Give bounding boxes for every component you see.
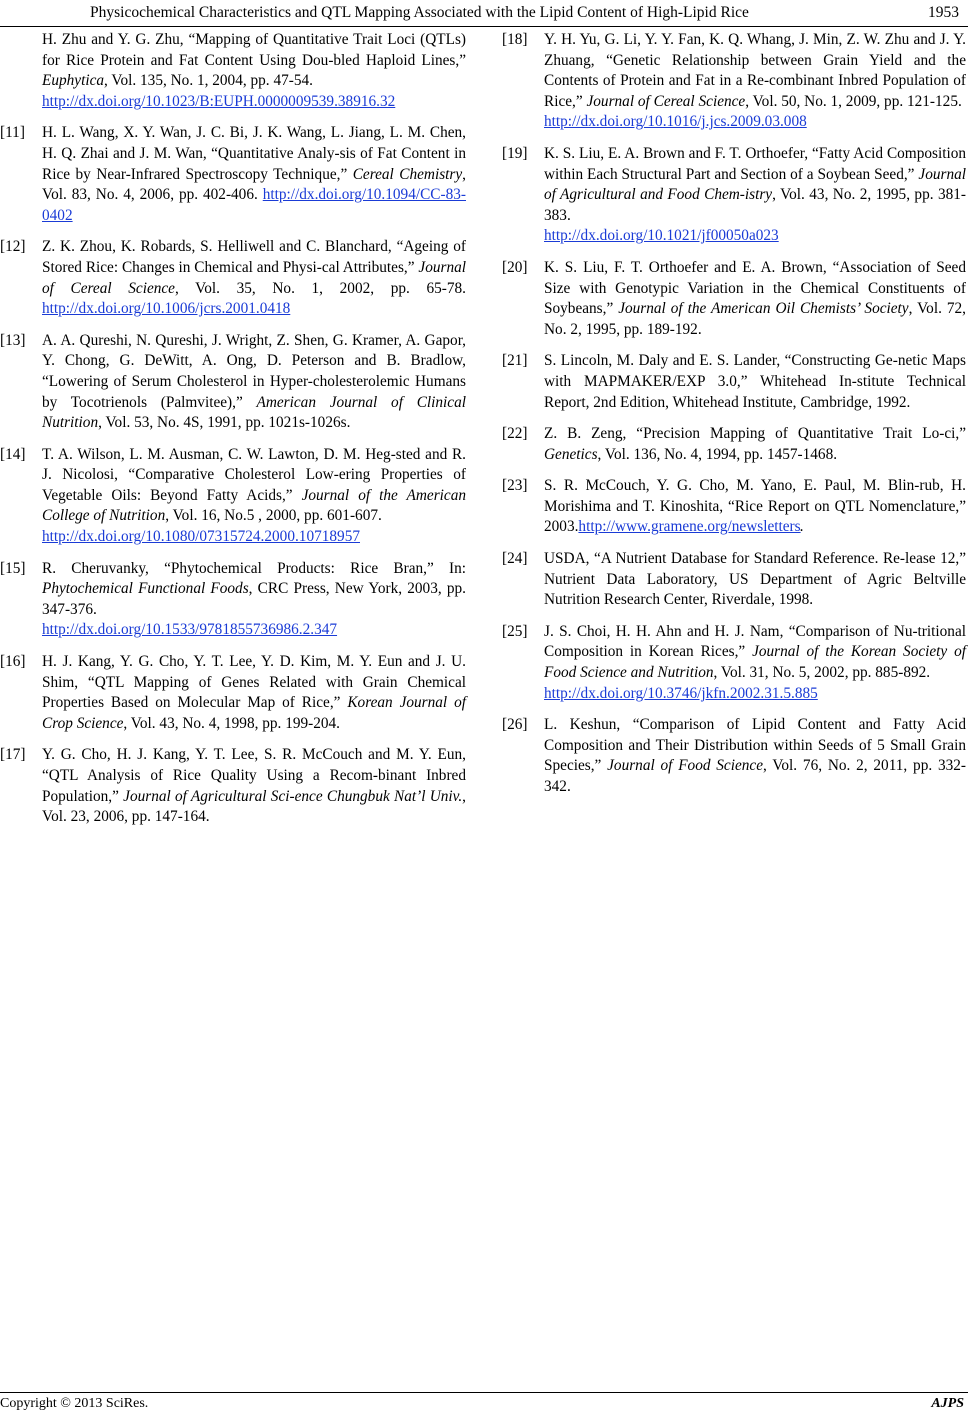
reference-number: [21] bbox=[502, 352, 528, 370]
reference-journal: Journal of Food Science bbox=[607, 757, 763, 775]
reference-details: , Vol. 16, No.5 , 2000, pp. 601-607. bbox=[165, 507, 382, 525]
reference-details: , Vol. 43, No. 4, 1998, pp. 199-204. bbox=[123, 714, 340, 732]
reference-details: , Vol. 76, No. 2, 2011, pp. 332-342. bbox=[544, 757, 966, 795]
doi-link[interactable]: http://dx.doi.org/10.1094/CC-83-0402 bbox=[42, 186, 466, 224]
reference-number: [15] bbox=[0, 559, 26, 577]
reference-number: [19] bbox=[502, 144, 528, 162]
doi-link[interactable]: http://dx.doi.org/10.1533/9781855736986.2.347 bbox=[42, 621, 338, 639]
reference-number: [20] bbox=[502, 258, 528, 276]
link-suffix: . bbox=[799, 518, 804, 536]
doi-link[interactable]: http://dx.doi.org/10.1006/jcrs.2001.0418 bbox=[42, 300, 291, 318]
reference-text: H. Zhu and Y. G. Zhu, “Mapping of Quantitative Trait Loci (QTLs) for Rice Protein and Fat Content Using Dou-bled Haploid Lines,” bbox=[42, 31, 466, 69]
reference-text: H. J. Kang, Y. G. Cho, Y. T. Lee, Y. D. Kim, M. Y. Eun and J. U. Shim, “QTL Mapping of Genes Related with Grain Chemical Properties Based on Molecular Map of Rice,” bbox=[42, 653, 466, 712]
reference-text: K. S. Liu, F. T. Orthoefer and E. A. Brown, “Association of Seed Size with Genotypic Variation in the Chemical Constituents of Soybeans,” bbox=[544, 258, 966, 318]
reference-text: Z. B. Zeng, “Precision Mapping of Quantitative Trait Lo-ci,” bbox=[544, 425, 966, 443]
reference-number: [17] bbox=[0, 746, 26, 764]
copyright-notice: Copyright © 2013 SciRes. bbox=[0, 1396, 149, 1411]
reference-details: , CRC Press, New York, 2003, pp. 347-376. bbox=[42, 580, 466, 618]
reference-details: , Vol. 72, No. 2, 1995, pp. 189-192. bbox=[544, 300, 966, 338]
running-title: Physicochemical Characteristics and QTL Mapping Associated with the Lipid Content of High-Lipid Rice bbox=[90, 4, 749, 21]
reference-journal: Genetics bbox=[544, 445, 598, 463]
doi-link[interactable]: http://dx.doi.org/10.1080/07315724.2000.10718957 bbox=[42, 528, 360, 546]
reference-details: , Vol. 136, No. 4, 1994, pp. 1457-1468. bbox=[597, 445, 838, 463]
reference-journal: Journal of the American College of Nutrition bbox=[42, 486, 466, 525]
reference-number: [18] bbox=[502, 31, 528, 48]
reference-entry bbox=[502, 30, 966, 133]
reference-number: [26] bbox=[502, 716, 528, 734]
reference-details: , Vol. 35, No. 1, 2002, pp. 65-78. bbox=[174, 279, 466, 297]
reference-entry bbox=[502, 715, 966, 797]
reference-text: S. R. McCouch, Y. G. Cho, M. Yano, E. Paul, M. Blin-rub, H. Morishima and T. Kinoshita, “Rice Report on QTL Nomenclature,” 2003. bbox=[544, 477, 966, 536]
reference-entry bbox=[502, 424, 966, 465]
reference-entry bbox=[0, 652, 466, 734]
footer-rule bbox=[0, 1392, 968, 1393]
reference-journal: Journal of Agricultural Sci-ence Chungbuk Nat’l Univ. bbox=[123, 787, 463, 805]
reference-entry bbox=[0, 331, 466, 434]
reference-details: , Vol. 31, No. 5, 2002, pp. 885-892. bbox=[713, 664, 931, 682]
reference-text: R. Cheruvanky, “Phytochemical Products: Rice Bran,” In: bbox=[42, 559, 466, 577]
reference-details: , Vol. 50, No. 1, 2009, pp. 121-125. bbox=[745, 92, 962, 110]
reference-number: [24] bbox=[502, 550, 528, 568]
reference-number: [22] bbox=[502, 425, 528, 443]
reference-entry bbox=[0, 123, 466, 226]
reference-journal: American Journal of Clinical Nutrition bbox=[42, 393, 466, 432]
reference-text: S. Lincoln, M. Daly and E. S. Lander, “Constructing Ge-netic Maps with MAPMAKER/EXP 3.0,” Whitehead In-stitute Technical Report, 2nd Edition, Whitehead Institute, Cambridge, 1992. bbox=[544, 352, 966, 411]
reference-entry bbox=[502, 549, 966, 611]
reference-details: , Vol. 53, No. 4S, 1991, pp. 1021s-1026s. bbox=[98, 414, 351, 432]
reference-text: K. S. Liu, E. A. Brown and F. T. Orthoefer, “Fatty Acid Composition within Each Structural Part and Section of a Soybean Seed,” bbox=[544, 144, 966, 183]
reference-journal: Journal of Agricultural and Food Chem-istry bbox=[544, 165, 966, 204]
reference-number: [14] bbox=[0, 445, 26, 463]
reference-entry bbox=[0, 745, 466, 827]
reference-number: [12] bbox=[0, 238, 26, 256]
doi-link[interactable]: http://dx.doi.org/10.1023/B:EUPH.0000009539.38916.32 bbox=[42, 92, 396, 110]
reference-journal: Journal of Cereal Science bbox=[42, 258, 466, 297]
reference-text: USDA, “A Nutrient Database for Standard Reference. Re-lease 12,” Nutrient Data Laboratory, US Department of Agric Beltville Nutrition Research Center, Riverdale, 1998. bbox=[544, 550, 966, 609]
reference-entry bbox=[502, 258, 966, 340]
reference-entry bbox=[502, 351, 966, 413]
header-rule bbox=[0, 26, 968, 27]
reference-text: Y. H. Yu, G. Li, Y. Y. Fan, K. Q. Whang, J. Min, Z. W. Zhu and J. Y. Zhuang, “Genetic Relationship between Grain Yield and the Contents of Protein and Fat in a Re-combinant Inbred Population of Rice,” bbox=[544, 31, 966, 110]
reference-number: [16] bbox=[0, 653, 26, 671]
references-left-column bbox=[0, 30, 466, 839]
page-number: 1953 bbox=[928, 4, 959, 21]
reference-entry bbox=[502, 476, 966, 538]
reference-text: Y. G. Cho, H. J. Kang, Y. T. Lee, S. R. McCouch and M. Y. Eun, “QTL Analysis of Rice Quality Using a Recom-binant Inbred Population,” bbox=[42, 746, 466, 805]
reference-entry bbox=[0, 30, 466, 112]
reference-entry bbox=[502, 622, 966, 704]
doi-link[interactable]: http://dx.doi.org/10.1016/j.jcs.2009.03.008 bbox=[544, 113, 807, 131]
reference-number: [25] bbox=[502, 622, 528, 640]
reference-entry bbox=[0, 445, 466, 548]
reference-details: , Vol. 135, No. 1, 2004, pp. 47-54. bbox=[104, 72, 313, 90]
reference-journal: Journal of the Korean Society of Food Science and Nutrition bbox=[544, 643, 966, 682]
reference-details: , Vol. 83, No. 4, 2006, pp. 402-406. bbox=[42, 165, 466, 204]
reference-journal: Cereal Chemistry bbox=[352, 165, 463, 183]
reference-text: J. S. Choi, H. H. Ahn and H. J. Nam, “Comparison of Nu-tritional Composition in Korean Rices,” bbox=[544, 622, 966, 661]
doi-link[interactable]: http://dx.doi.org/10.3746/jkfn.2002.31.5.885 bbox=[544, 684, 818, 702]
doi-link[interactable]: http://dx.doi.org/10.1021/jf00050a023 bbox=[544, 227, 779, 245]
doi-link[interactable]: http://www.gramene.org/newsletters bbox=[578, 518, 801, 536]
reference-text: A. A. Qureshi, N. Qureshi, J. Wright, Z. Shen, G. Kramer, A. Gapor, Y. Chong, G. DeWitt, A. Ong, D. Peterson and B. Bradlow, “Lowering of Serum Cholesterol in Hyper-cholesterolemic Humans by Tocotrienols (Palmvitee),” bbox=[42, 331, 466, 411]
reference-number: [23] bbox=[502, 477, 528, 495]
page-footer bbox=[0, 1396, 968, 1414]
reference-journal: Phytochemical Functional Foods bbox=[42, 580, 249, 598]
reference-details: , Vol. 43, No. 2, 1995, pp. 381-383. bbox=[544, 186, 967, 224]
reference-journal: Journal of the American Oil Chemists’ Society bbox=[618, 300, 909, 318]
reference-entry bbox=[0, 559, 466, 641]
reference-journal: Euphytica bbox=[42, 72, 105, 90]
reference-number: [11] bbox=[0, 124, 25, 142]
reference-entry bbox=[502, 144, 966, 247]
running-header bbox=[0, 0, 968, 26]
reference-text: L. Keshun, “Comparison of Lipid Content and Fatty Acid Composition and Their Distribution within Seeds of 5 Small Grain Species,” bbox=[544, 716, 966, 775]
reference-text: Z. K. Zhou, K. Robards, S. Helliwell and C. Blanchard, “Ageing of Stored Rice: Changes in Chemical and Physi-cal Attributes,” bbox=[42, 238, 466, 276]
reference-details: , Vol. 23, 2006, pp. 147-164. bbox=[42, 787, 466, 826]
references-right-column bbox=[502, 30, 966, 809]
reference-number: [13] bbox=[0, 331, 26, 349]
journal-abbreviation: AJPS bbox=[931, 1396, 964, 1411]
reference-journal: Journal of Cereal Science bbox=[586, 92, 746, 110]
reference-text: T. A. Wilson, L. M. Ausman, C. W. Lawton, D. M. Heg-sted and R. J. Nicolosi, “Comparative Cholesterol Low-ering Properties of Vegetable Oils: Beyond Fatty Acids,” bbox=[42, 445, 466, 504]
reference-journal: Korean Journal of Crop Science bbox=[42, 694, 466, 732]
reference-entry bbox=[0, 237, 466, 319]
reference-text: H. L. Wang, X. Y. Wan, J. C. Bi, J. K. Wang, L. Jiang, L. M. Chen, H. Q. Zhai and J. M. Wan, “Quantitative Analy-sis of Fat Content in Rice by Near-Infrared Spectroscopy Technique,” bbox=[42, 124, 466, 183]
